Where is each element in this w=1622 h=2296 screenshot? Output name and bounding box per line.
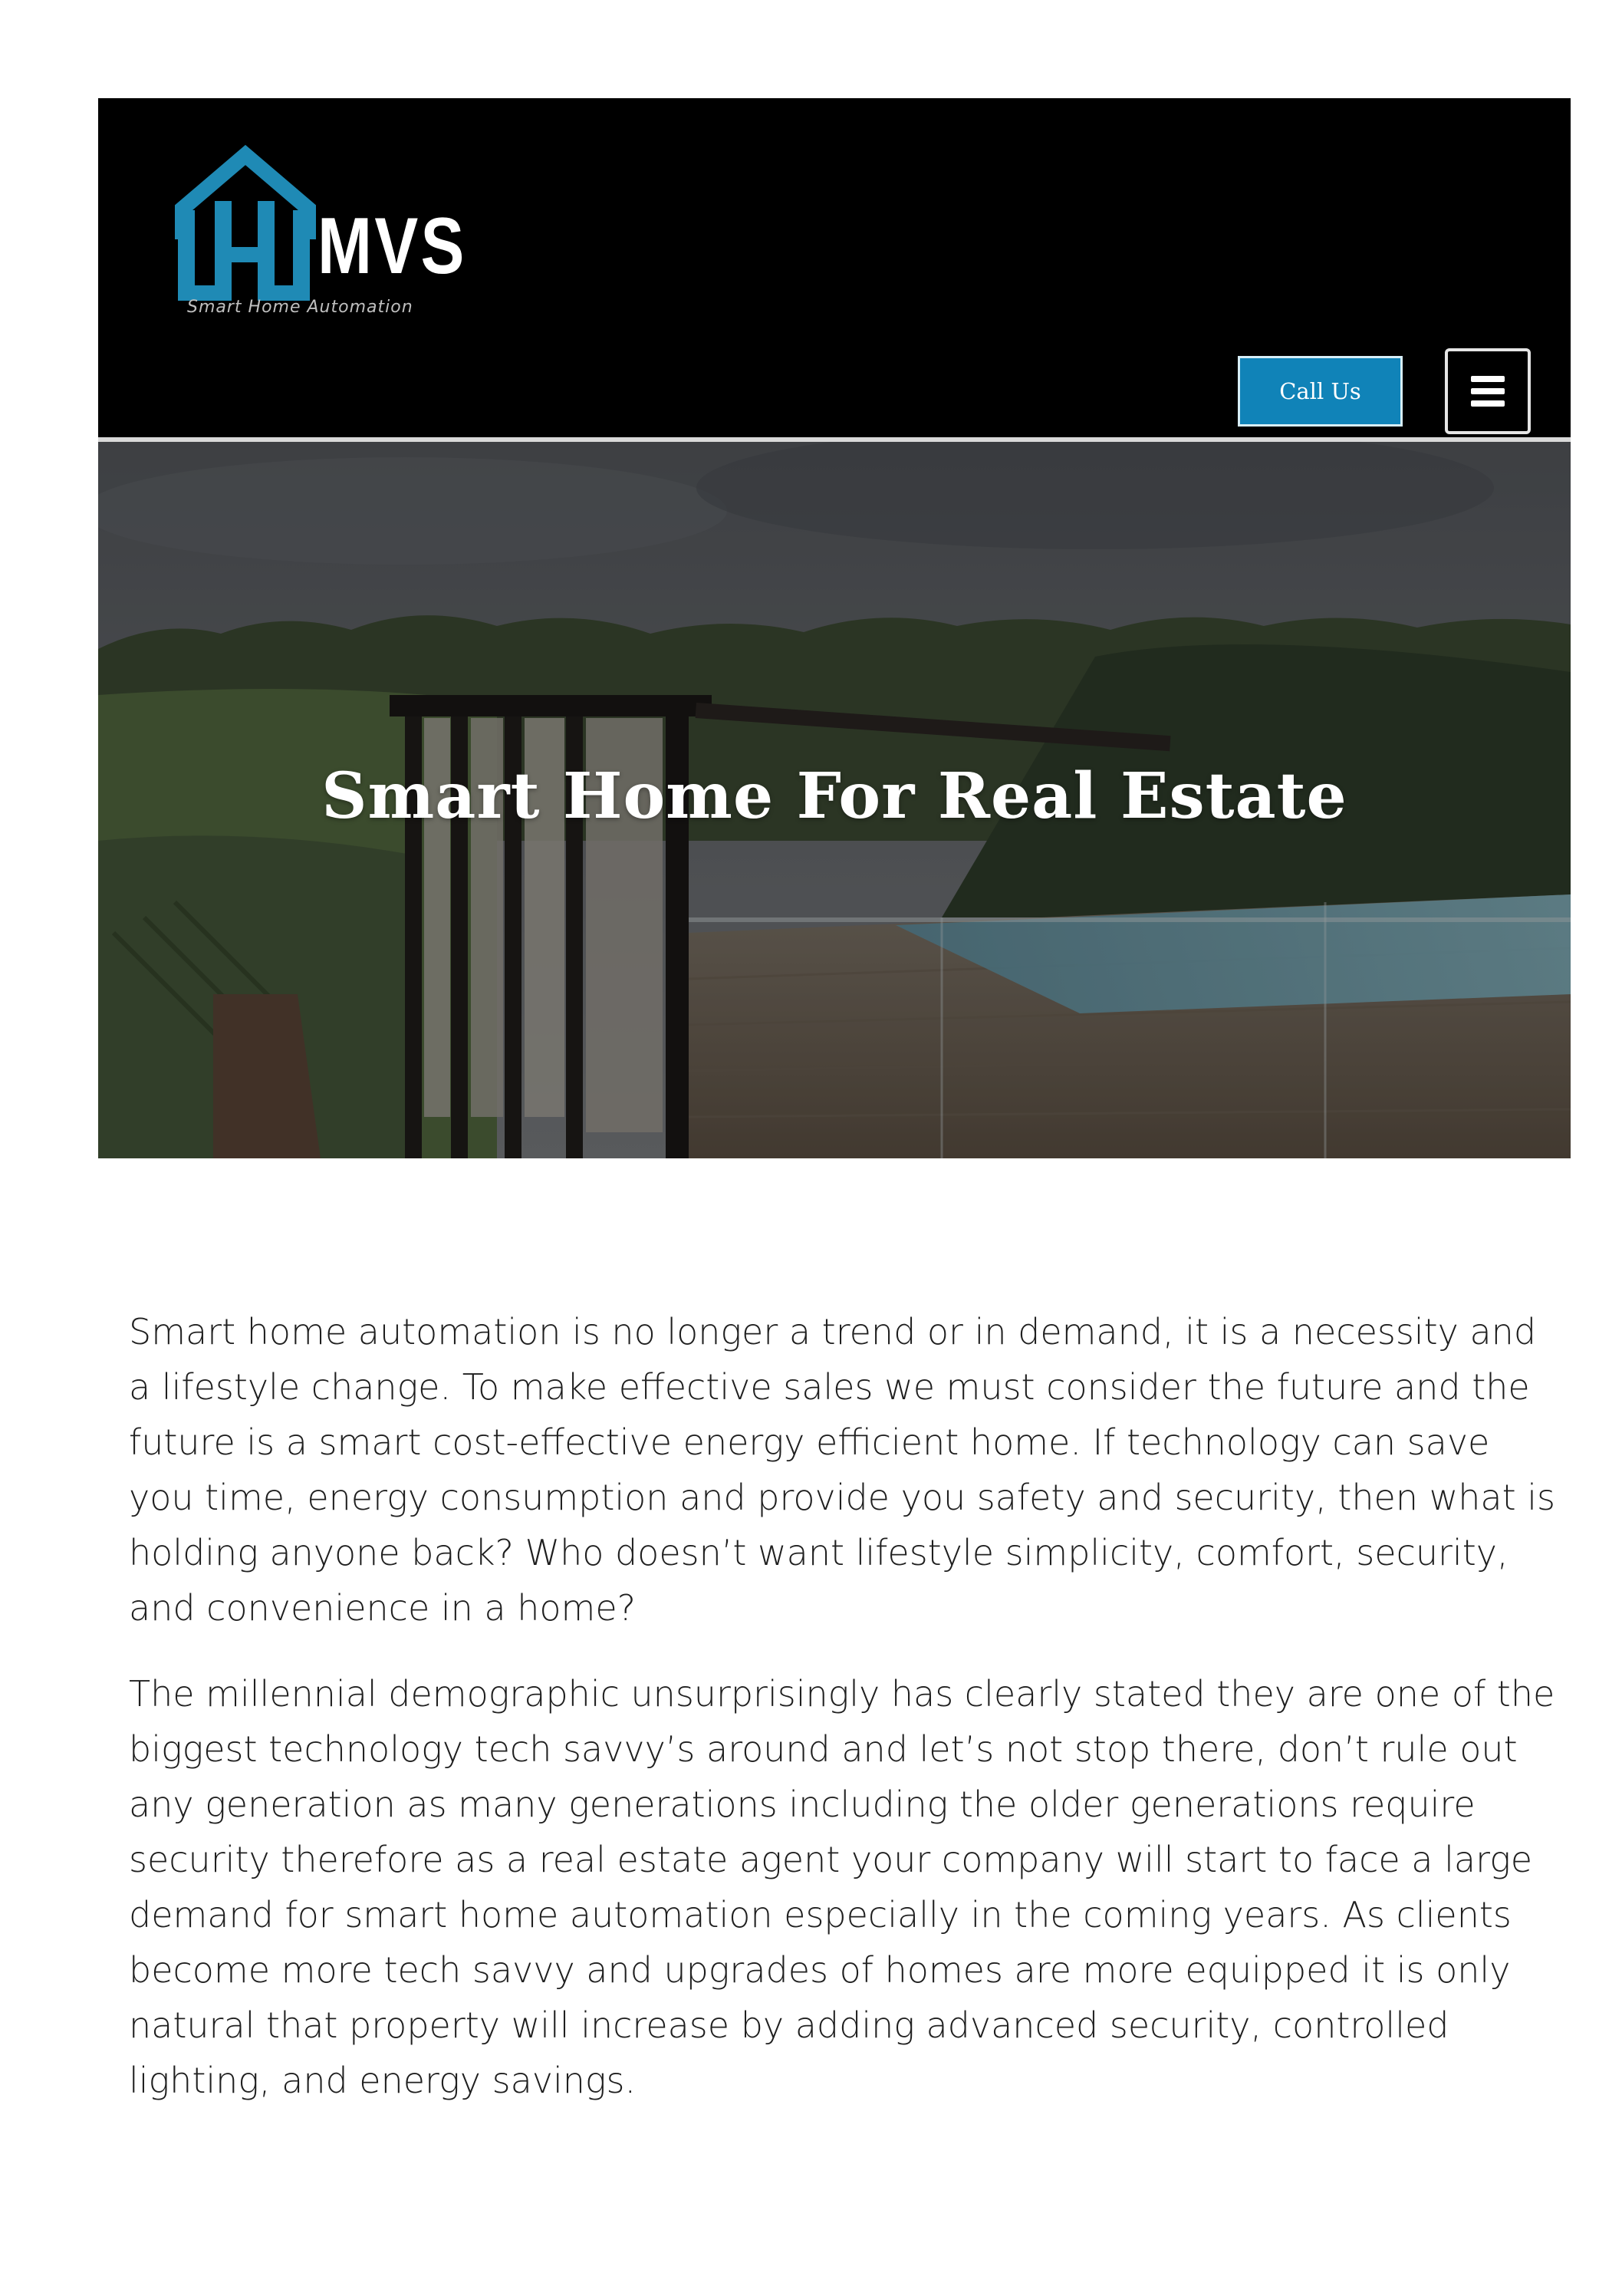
mvs-logo[interactable]: [172, 140, 494, 316]
article-body: [129, 1304, 1555, 2139]
article-paragraph: Smart home automation is no longer a trend or in demand, it is a necessity and a lifestyle change. To make effective sales we must consider the future and the future is a smart cost-effective energy efficient home. If technology can save you time, energy consumption and provide you safety and security, then what is holding anyone back? Who doesn’t want lifestyle simplicity, comfort, security, and convenience in a home?: [129, 1311, 1555, 1629]
hamburger-icon: [1471, 376, 1505, 382]
call-us-button[interactable]: Call Us: [1238, 356, 1403, 427]
logo-tagline: Smart Home Automation: [187, 298, 413, 317]
hero-banner: [98, 442, 1571, 1158]
site-header: [98, 98, 1571, 437]
hero-title: Smart Home For Real Estate: [321, 759, 1347, 833]
logo-wordmark: MVS: [317, 202, 467, 291]
hamburger-icon: [1471, 388, 1505, 394]
article-paragraph: The millennial demographic unsurprisingly has clearly stated they are one of the biggest technology tech savvy’s around and let’s not stop there, don’t rule out any generation as many generations including the older generations require security therefore as a real estate agent your company will start to face a large demand for smart home automation especially in the coming years. As clients become more tech savvy and upgrades of homes are more equipped it is only natural that property will increase by adding advanced security, controlled lighting, and energy savings.: [129, 1673, 1555, 2101]
menu-button[interactable]: [1445, 348, 1531, 434]
hamburger-icon: [1471, 400, 1505, 407]
